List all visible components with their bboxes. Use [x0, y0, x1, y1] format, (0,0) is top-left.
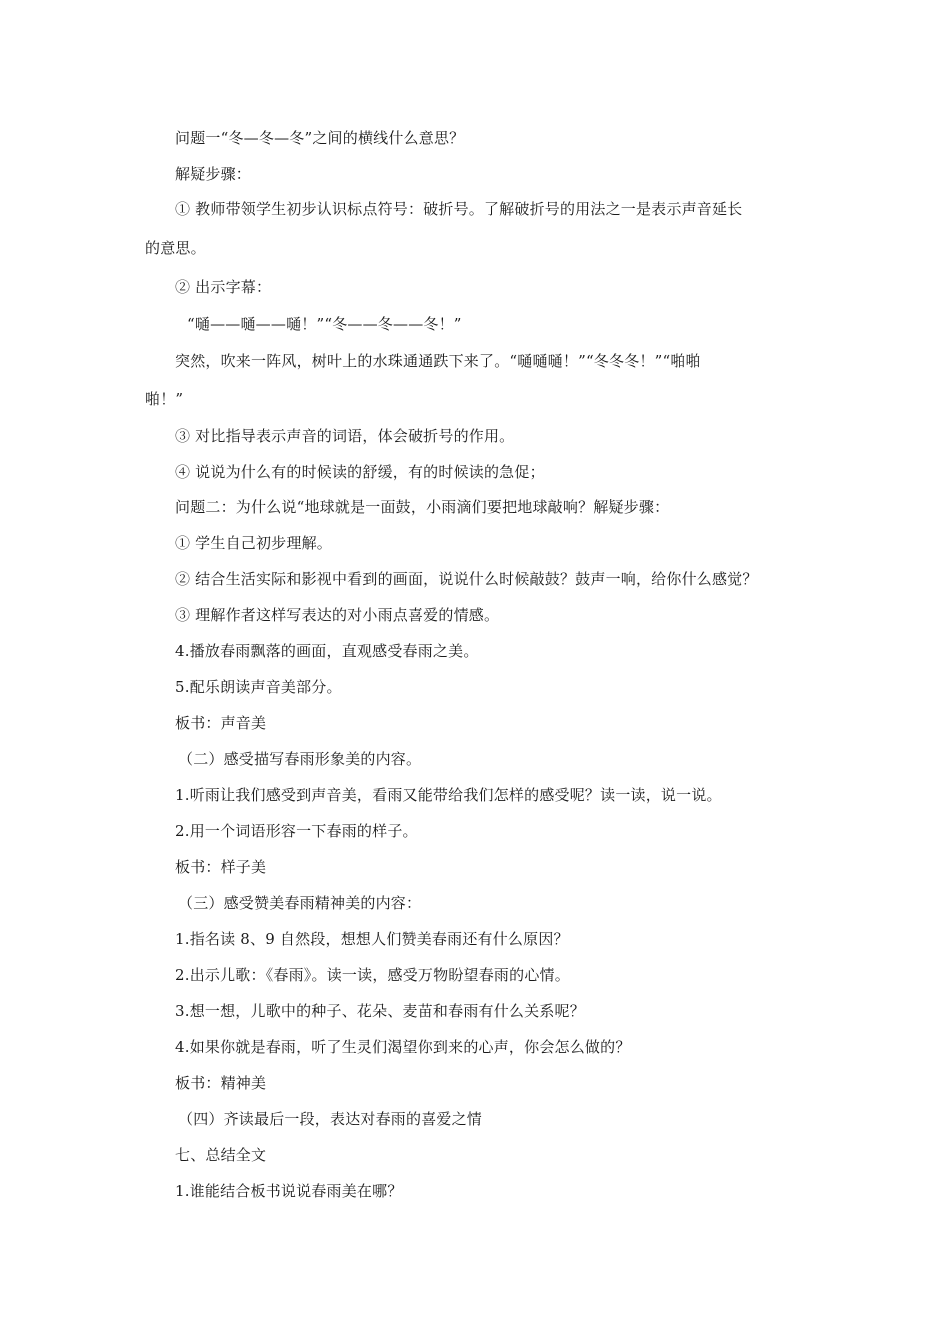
- section-three-heading: （三）感受赞美春雨精神美的内容：: [178, 894, 422, 912]
- q2-step-3: ③ 理解作者这样写表达的对小雨点喜爱的情感。: [175, 606, 500, 624]
- step-3: ③ 对比指导表示声音的词语，体会破折号的作用。: [175, 427, 515, 445]
- wind-paragraph-line-2: 啪！”: [145, 390, 184, 408]
- step-2: ② 出示字幕：: [175, 278, 272, 296]
- section-four-heading: （四）齐读最后一段，表达对春雨的喜爱之情: [178, 1110, 483, 1128]
- board-shape: 板书：样子美: [175, 858, 267, 876]
- summary-heading: 七、总结全文: [175, 1146, 267, 1164]
- question-one: 问题一“冬—冬—冬”之间的横线什么意思？: [175, 129, 465, 147]
- q2-step-2: ② 结合生活实际和影视中看到的画面，说说什么时候敲鼓？鼓声一响，给你什么感觉？: [175, 570, 758, 588]
- section-two-item-2: 2.用一个词语形容一下春雨的样子。: [175, 822, 418, 840]
- section-three-item-2: 2.出示儿歌：《春雨》。读一读，感受万物盼望春雨的心情。: [175, 966, 570, 984]
- section-three-item-4: 4.如果你就是春雨，听了生灵们渴望你到来的心声，你会怎么做的？: [175, 1038, 631, 1056]
- summary-item-1: 1.谁能结合板书说说春雨美在哪？: [175, 1182, 403, 1200]
- step-1-line-1: ① 教师带领学生初步认识标点符号：破折号。了解破折号的用法之一是表示声音延长: [175, 200, 743, 218]
- section-two-heading: （二）感受描写春雨形象美的内容。: [178, 750, 422, 768]
- wind-paragraph-line-1: 突然，吹来一阵风，树叶上的水珠通通跌下来了。“嗵嗵嗵！”“冬冬冬！”“啪啪: [175, 352, 701, 370]
- q2-step-1: ① 学生自己初步理解。: [175, 534, 332, 552]
- sound-quote: “嗵——嗵——嗵！”“冬——冬——冬！”: [187, 315, 462, 333]
- board-sound: 板书：声音美: [175, 714, 267, 732]
- item-5: 5.配乐朗读声音美部分。: [175, 678, 342, 696]
- section-three-item-1: 1.指名读 8、9 自然段，想想人们赞美春雨还有什么原因？: [175, 930, 569, 948]
- steps-heading: 解疑步骤：: [175, 165, 252, 183]
- item-4: 4.播放春雨飘落的画面，直观感受春雨之美。: [175, 642, 479, 660]
- section-two-item-1: 1.听雨让我们感受到声音美，看雨又能带给我们怎样的感受呢？读一读，说一说。: [175, 786, 722, 804]
- step-1-line-2: 的意思。: [145, 239, 206, 257]
- question-two: 问题二：为什么说“地球就是一面鼓，小雨滴们要把地球敲响？解疑步骤：: [175, 498, 670, 516]
- board-spirit: 板书：精神美: [175, 1074, 267, 1092]
- step-4: ④ 说说为什么有的时候读的舒缓，有的时候读的急促；: [175, 463, 545, 481]
- section-three-item-3: 3.想一想，儿歌中的种子、花朵、麦苗和春雨有什么关系呢？: [175, 1002, 585, 1020]
